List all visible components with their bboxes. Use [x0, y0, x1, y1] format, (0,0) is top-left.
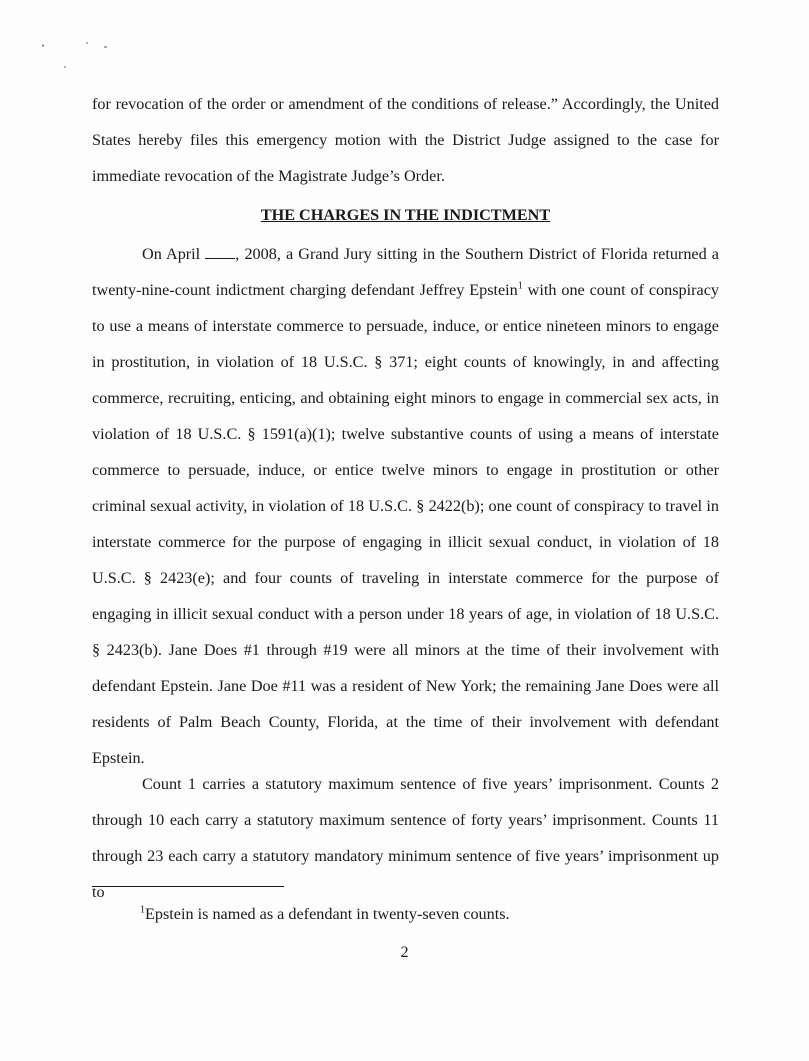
- footnote-reference: 1: [517, 280, 523, 292]
- footnote: [140, 902, 510, 926]
- paragraph-charges: [92, 236, 719, 776]
- paragraph-charges-text-b: with one count of conspiracy to use a means of interstate commerce to persuade, induce, or entice nineteen minors to engage in prostitution, in violation of 18 U.S.C. § 371; eight counts of knowingly, in and affecting commerce, recruiting, enticing, and obtaining eight minors to engage in commercial sex acts, in violation of 18 U.S.C. § 1591(a)(1); twelve substantive counts of using a means of interstate commerce to persuade, induce, or entice twelve minors to engage in prostitution or other criminal sexual activity, in violation of 18 U.S.C. § 2422(b); one count of conspiracy to travel in interstate commerce for the purpose of engaging in illicit sexual conduct, in violation of 18 U.S.C. § 2423(e); and four counts of traveling in interstate commerce for the purpose of engaging in illicit sexual conduct with a person under 18 years of age, in violation of 18 U.S.C. § 2423(b). Jane Does #1 through #19 were all minors at the time of their involvement with defendant Epstein. Jane Doe #11 was a resident of New York; the remaining Jane Does were all residents of Palm Beach County, Florida, at the time of their involvement with defendant Epstein.: [92, 281, 719, 767]
- date-blank: [205, 246, 235, 259]
- scan-speck: [42, 44, 44, 47]
- paragraph-sentences: Count 1 carries a statutory maximum sentence of five years’ imprisonment. Counts 2 through 10 each carry a statutory maximum sentence of forty years’ imprisonment. Counts 11 through 23 each carry a statutory mandatory minimum sentence of five years’ imprisonment up to: [92, 775, 719, 901]
- footnote-number: 1: [140, 904, 145, 916]
- paragraph-intro: for revocation of the order or amendment of the conditions of release.” Accordingly, the United States hereby files this emergency motion with the District Judge assigned to the case for immediate revocation of the Magistrate Judge’s Order.: [92, 95, 719, 185]
- paragraph-charges-text-a: , 2008, a Grand Jury sitting in the Southern District of Florida returned a twenty-nine-count indictment charging defendant Jeffrey Epstein: [92, 245, 719, 299]
- section-heading: THE CHARGES IN THE INDICTMENT: [260, 206, 551, 224]
- scan-speck: [104, 46, 107, 48]
- scan-speck: [64, 66, 66, 68]
- page-number: 2: [400, 943, 409, 961]
- footnote-divider: [92, 886, 284, 887]
- footnote-text: Epstein is named as a defendant in twenty-seven counts.: [145, 905, 510, 923]
- scan-speck: [86, 42, 88, 44]
- paragraph-charges-start: On April: [142, 245, 206, 263]
- scan-specks: [30, 38, 120, 78]
